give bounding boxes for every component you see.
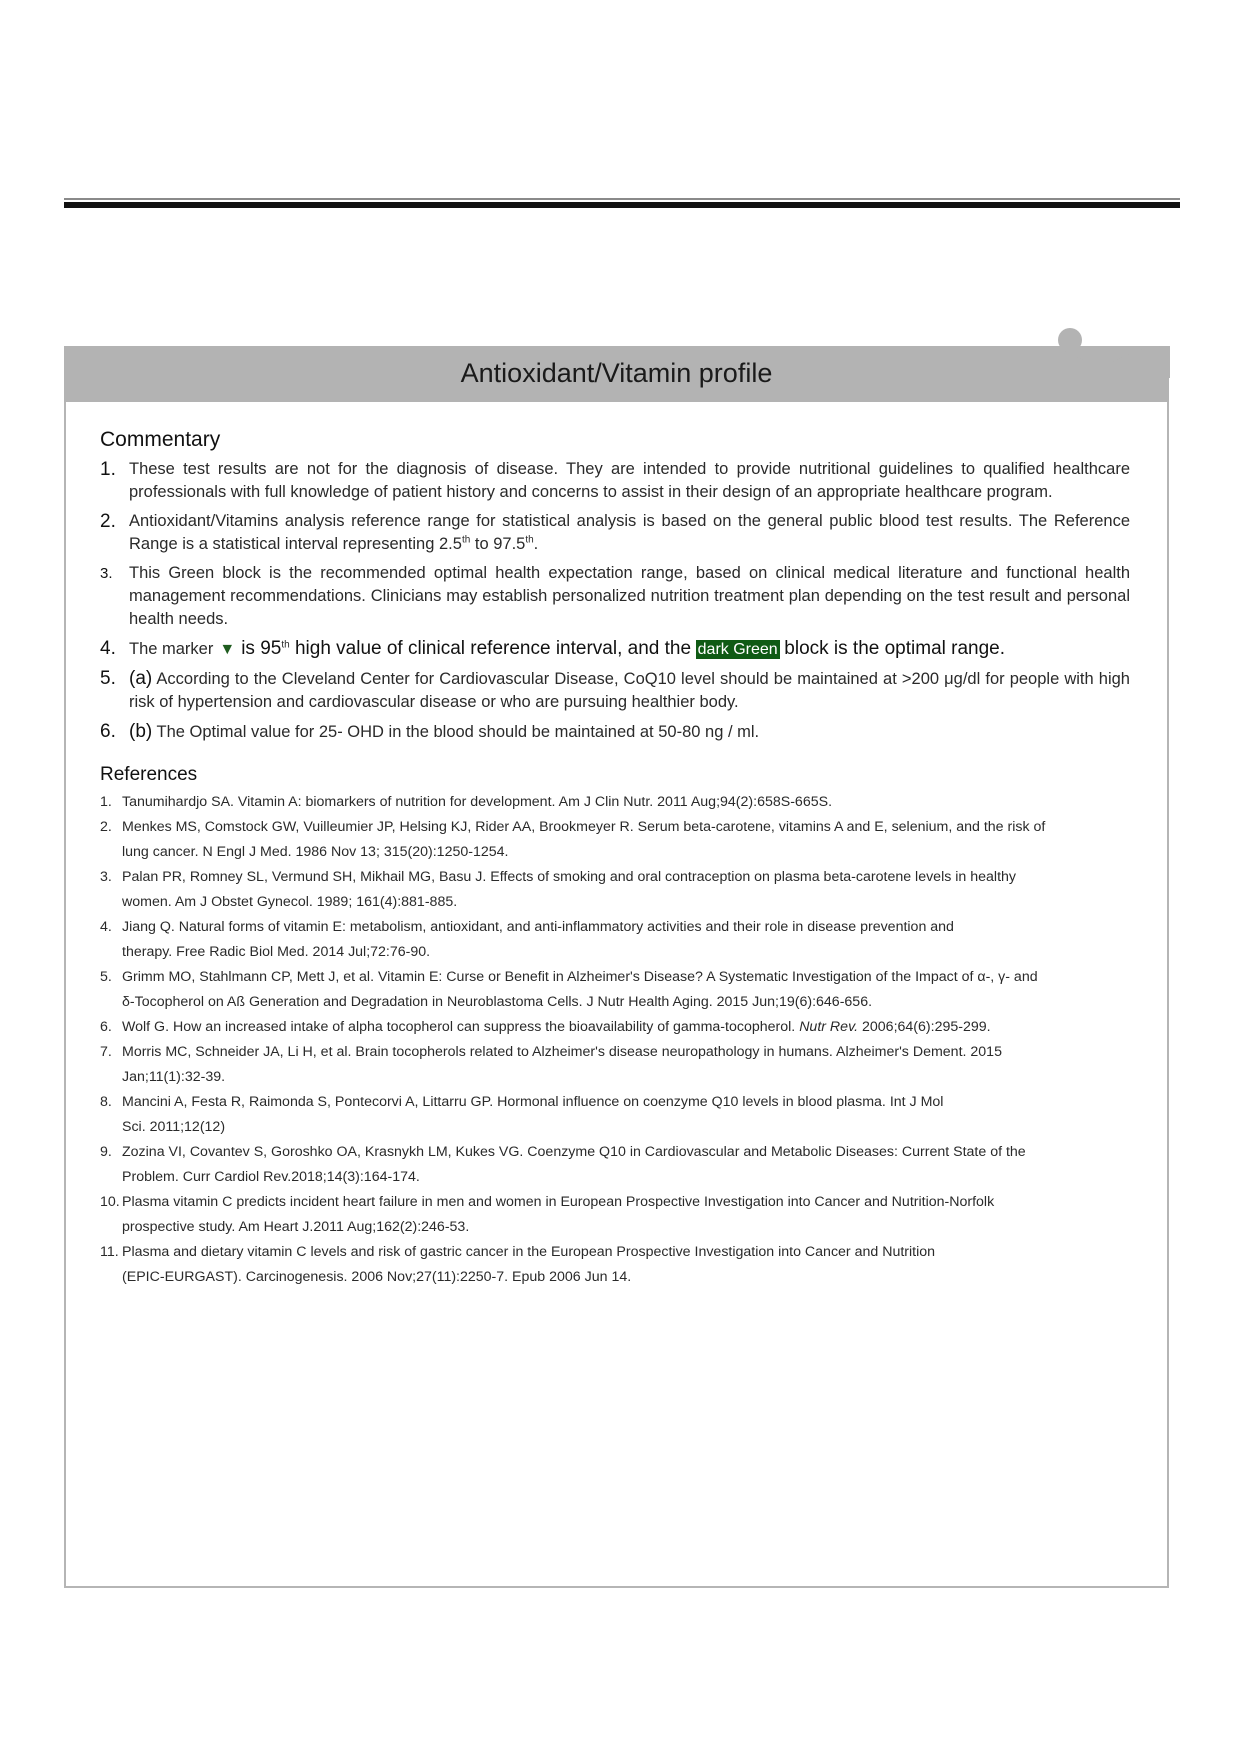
reference-text: (EPIC-EURGAST). Carcinogenesis. 2006 Nov;27(11):2250-7. Epub 2006 Jun 14.	[122, 1269, 632, 1285]
reference-item	[100, 1140, 1130, 1190]
reference-number: 7.	[100, 1044, 112, 1060]
reference-text: Jan;11(1):32-39.	[122, 1069, 226, 1085]
reference-item	[100, 815, 1130, 865]
commentary-item	[100, 667, 1130, 714]
reference-text: Zozina VI, Covantev S, Goroshko OA, Krasnykh LM, Kukes VG. Coenzyme Q10 in Cardiovascular and Metabolic Diseases: Current State of the	[122, 1144, 1026, 1160]
commentary-item-text: The Optimal value for 25- OHD in the blood should be maintained at 50-80 ng / ml.	[156, 723, 760, 741]
reference-text: Grimm MO, Stahlmann CP, Mett J, et al. Vitamin E: Curse or Benefit in Alzheimer's Disease? A Systematic Investigation of the Impact of α-, γ- and	[122, 969, 1038, 985]
reference-text: Sci. 2011;12(12)	[122, 1119, 226, 1135]
reference-item	[100, 1040, 1130, 1090]
commentary-item-text: The marker	[129, 640, 214, 658]
reference-text: Tanumihardjo SA. Vitamin A: biomarkers of nutrition for development. Am J Clin Nutr. 2011 Aug;94(2):658S-665S.	[122, 794, 833, 810]
reference-text: Menkes MS, Comstock GW, Vuilleumier JP, Helsing KJ, Rider AA, Brookmeyer R. Serum beta-carotene, vitamins A and E, selenium, and the risk of	[122, 819, 1046, 835]
reference-number: 3.	[100, 869, 112, 885]
reference-item	[100, 1090, 1130, 1140]
commentary-item-number: 6.	[100, 721, 116, 742]
references-list	[100, 790, 1130, 1290]
reference-text: δ-Tocopherol on Aß Generation and Degradation in Neuroblastoma Cells. J Nutr Health Aging. 2015 Jun;19(6):646-656.	[122, 994, 873, 1010]
reference-text: Jiang Q. Natural forms of vitamin E: metabolism, antioxidant, and anti-inflammatory activities and their role in disease prevention and	[122, 919, 954, 935]
marker-triangle-icon: ▼	[219, 641, 236, 658]
reference-text: lung cancer. N Engl J Med. 1986 Nov 13; 315(20):1250-1254.	[122, 844, 509, 860]
top-rule-thick	[64, 202, 1180, 208]
dark-green-highlight: dark Green	[697, 641, 778, 658]
commentary-item-text: block is the optimal range.	[784, 638, 1006, 659]
commentary-title: Commentary	[100, 428, 221, 451]
reference-text: Problem. Curr Cardiol Rev.2018;14(3):164-174.	[122, 1169, 420, 1185]
reference-text: Wolf G. How an increased intake of alpha tocopherol can suppress the bioavailability of gamma-tocopherol.	[122, 1019, 796, 1035]
commentary-item-label: (a)	[129, 668, 153, 689]
commentary-item-number: 4.	[100, 638, 116, 659]
commentary-item-text: .	[533, 535, 539, 553]
reference-text: therapy. Free Radic Biol Med. 2014 Jul;72:76-90.	[122, 944, 431, 960]
reference-item	[100, 915, 1130, 965]
reference-item	[100, 1015, 1130, 1040]
superscript: th	[461, 534, 471, 546]
commentary-item	[100, 720, 1130, 744]
reference-item	[100, 790, 1130, 815]
reference-item	[100, 965, 1130, 1015]
commentary-list	[100, 458, 1130, 750]
commentary-item	[100, 637, 1130, 661]
reference-text: Morris MC, Schneider JA, Li H, et al. Brain tocopherols related to Alzheimer's disease neuropathology in humans. Alzheimer's Dement. 2015	[122, 1044, 1002, 1060]
reference-text: prospective study. Am Heart J.2011 Aug;162(2):246-53.	[122, 1219, 470, 1235]
superscript: th	[281, 639, 290, 651]
reference-text: 2006;64(6):295-299.	[858, 1019, 991, 1035]
commentary-item-text: This Green block is the recommended optimal health expectation range, based on clinical medical literature and functional health management recommendations. Clinicians may establish personalized nutrition treatment plan depending on the test result and personal health needs.	[129, 564, 1130, 628]
commentary-item-text: to 97.5	[470, 535, 526, 553]
references-title: References	[100, 764, 198, 785]
reference-number: 5.	[100, 969, 112, 985]
reference-text: Plasma vitamin C predicts incident heart failure in men and women in European Prospective Investigation into Cancer and Nutrition-Norfolk	[122, 1194, 995, 1210]
reference-text: Mancini A, Festa R, Raimonda S, Pontecorvi A, Littarru GP. Hormonal influence on coenzyme Q10 levels in blood plasma. Int J Mol	[122, 1094, 944, 1110]
commentary-item-number: 3.	[100, 565, 113, 582]
reference-number: 2.	[100, 819, 112, 835]
commentary-item-number: 1.	[100, 459, 116, 480]
reference-item	[100, 1190, 1130, 1240]
reference-number: 4.	[100, 919, 112, 935]
reference-number: 10.	[100, 1194, 120, 1210]
commentary-item	[100, 562, 1130, 631]
reference-item	[100, 1240, 1130, 1290]
reference-text: women. Am J Obstet Gynecol. 1989; 161(4):881-885.	[122, 894, 458, 910]
reference-number: 9.	[100, 1144, 112, 1160]
reference-journal: Nutr Rev.	[799, 1019, 859, 1035]
commentary-item-label: (b)	[129, 721, 153, 742]
commentary-item	[100, 510, 1130, 556]
commentary-item-text: According to the Cleveland Center for Cardiovascular Disease, CoQ10 level should be maintained at >200 μg/dl for people with high risk of hypertension and cardiovascular disease or who are pursuing healthier body.	[129, 670, 1130, 711]
reference-number: 1.	[100, 794, 112, 810]
commentary-item-number: 5.	[100, 668, 116, 689]
top-rule-thin	[64, 198, 1180, 200]
commentary-item	[100, 458, 1130, 504]
commentary-item-number: 2.	[100, 511, 116, 532]
commentary-item-text: These test results are not for the diagnosis of disease. They are intended to provide nutritional guidelines to qualified healthcare professionals with full knowledge of patient history and concerns to assist in their design of an appropriate healthcare program.	[129, 460, 1130, 501]
reference-number: 6.	[100, 1019, 112, 1035]
reference-item	[100, 865, 1130, 915]
superscript: th	[525, 534, 534, 546]
top-rule	[64, 198, 1180, 208]
reference-number: 8.	[100, 1094, 112, 1110]
reference-text: Palan PR, Romney SL, Vermund SH, Mikhail MG, Basu J. Effects of smoking and oral contraception on plasma beta-carotene levels in healthy	[122, 869, 1016, 885]
commentary-item-text: Antioxidant/Vitamins analysis reference range for statistical analysis is based on the general public blood test results. The Reference Range is a statistical interval representing 2.5	[129, 512, 1130, 553]
page-title: Antioxidant/Vitamin profile	[460, 358, 773, 388]
commentary-item-text: high value of clinical reference interval, and the	[289, 638, 692, 659]
commentary-item-text: is 95	[241, 638, 282, 659]
reference-number: 11.	[100, 1244, 119, 1260]
reference-text: Plasma and dietary vitamin C levels and risk of gastric cancer in the European Prospective Investigation into Cancer and Nutrition	[122, 1244, 936, 1260]
